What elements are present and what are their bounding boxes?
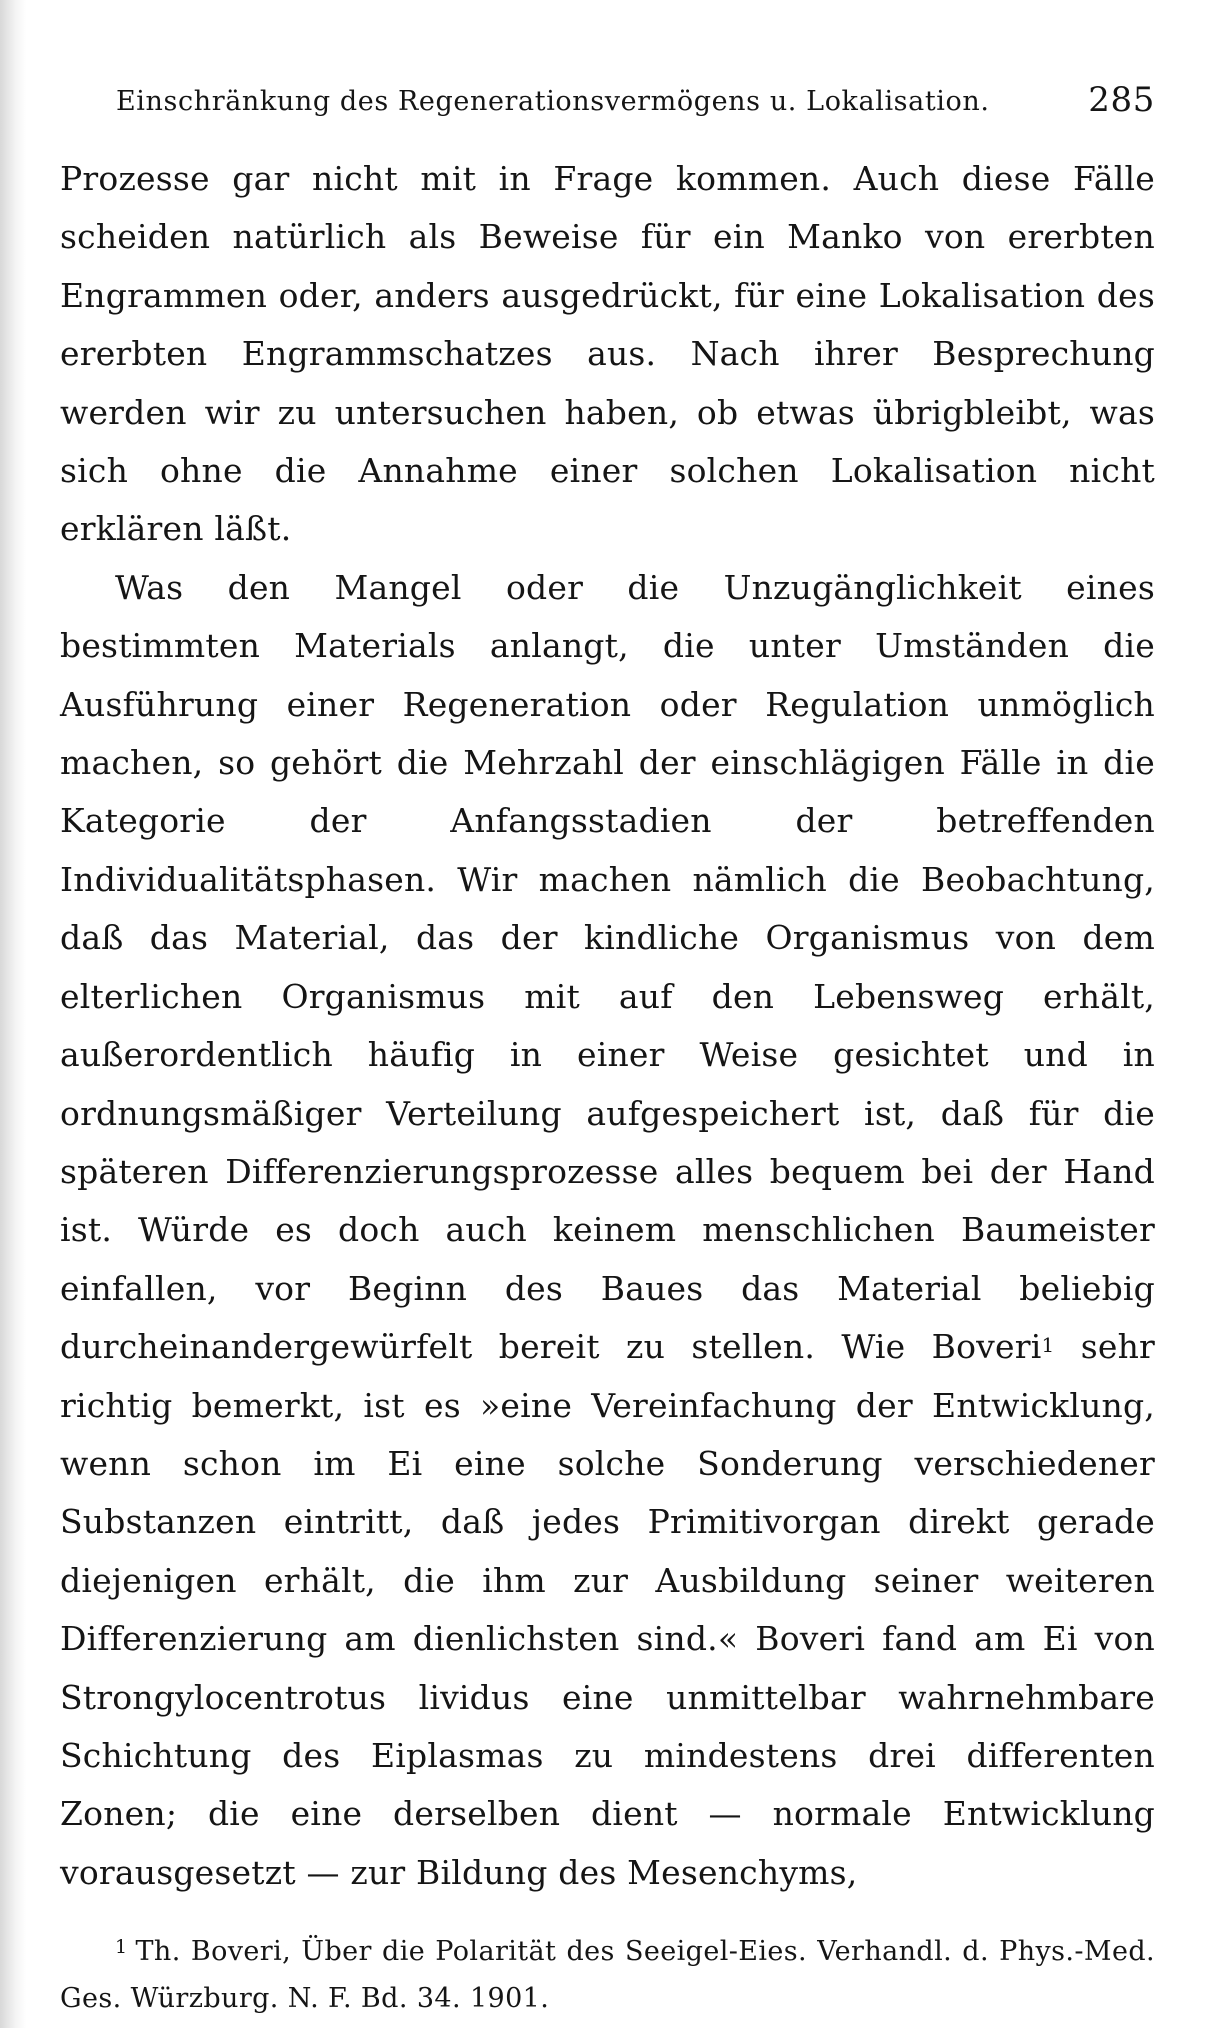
footnote-reference: 1 xyxy=(1041,1333,1055,1358)
body-text xyxy=(60,150,1155,1902)
book-page xyxy=(60,80,1155,2022)
footnote-text: Th. Boveri, Über die Polarität des Seeigel-Eies. Verhandl. d. Phys.-Med. Ges. Würzburg. N. F. Bd. 34. 1901. xyxy=(60,1936,1155,2015)
running-head xyxy=(60,80,1155,140)
footnote-mark: 1 xyxy=(115,1936,128,1959)
running-head-title: Einschränkung des Regenerationsvermögens u. Lokalisation. xyxy=(116,86,990,117)
footnote-1 xyxy=(60,1928,1155,2022)
footnotes xyxy=(60,1928,1155,2022)
page-number: 285 xyxy=(1088,80,1155,120)
paragraph-2 xyxy=(60,559,1155,1902)
paragraph-2-text-after-ref: sehr richtig bemerkt, ist es »eine Vereinfachung der Entwicklung, wenn schon im Ei eine solche Sonderung verschiedener Substanzen eintritt, daß jedes Primitivorgan direkt gerade diejenigen erhält, die ihm zur Ausbildung seiner weiteren Differenzierung am dienlichsten sind.« Boveri fand am Ei von Strongylocentrotus lividus eine unmittelbar wahrnehmbare Schichtung des Eiplasmas zu mindestens drei differenten Zonen; die eine derselben dient — normale Entwicklung vorausgesetzt — zur Bildung des Mesenchyms, xyxy=(60,1327,1156,1892)
paragraph-1: Prozesse gar nicht mit in Frage kommen. Auch diese Fälle scheiden natürlich als Beweise für ein Manko von ererbten Engrammen oder, anders ausgedrückt, für eine Lokalisation des ererbten Engrammschatzes aus. Nach ihrer Besprechung werden wir zu untersuchen haben, ob etwas übrigbleibt, was sich ohne die Annahme einer solchen Lokalisation nicht erklären läßt. xyxy=(60,159,1155,549)
paragraph-2-text-before-ref: Was den Mangel oder die Unzugänglichkeit eines bestimmten Materials anlangt, die unter Umständen die Ausführung einer Regeneration oder Regulation unmöglich machen, so gehört die Mehrzahl der einschlägigen Fälle in die Kategorie der Anfangsstadien der betreffenden Individualitätsphasen. Wir machen nämlich die Beobachtung, daß das Material, das der kindliche Organismus von dem elterlichen Organismus mit auf den Lebensweg erhält, außerordentlich häufig in einer Weise gesichtet und in ordnungsmäßiger Verteilung aufgespeichert ist, daß für die späteren Differenzierungsprozesse alles bequem bei der Hand ist. Würde es doch auch keinem menschlichen Baumeister einfallen, vor Beginn des Baues das Material beliebig durcheinandergewürfelt bereit zu stellen. Wie Boveri xyxy=(60,567,1155,1367)
scan-edge-shadow xyxy=(0,0,26,2028)
